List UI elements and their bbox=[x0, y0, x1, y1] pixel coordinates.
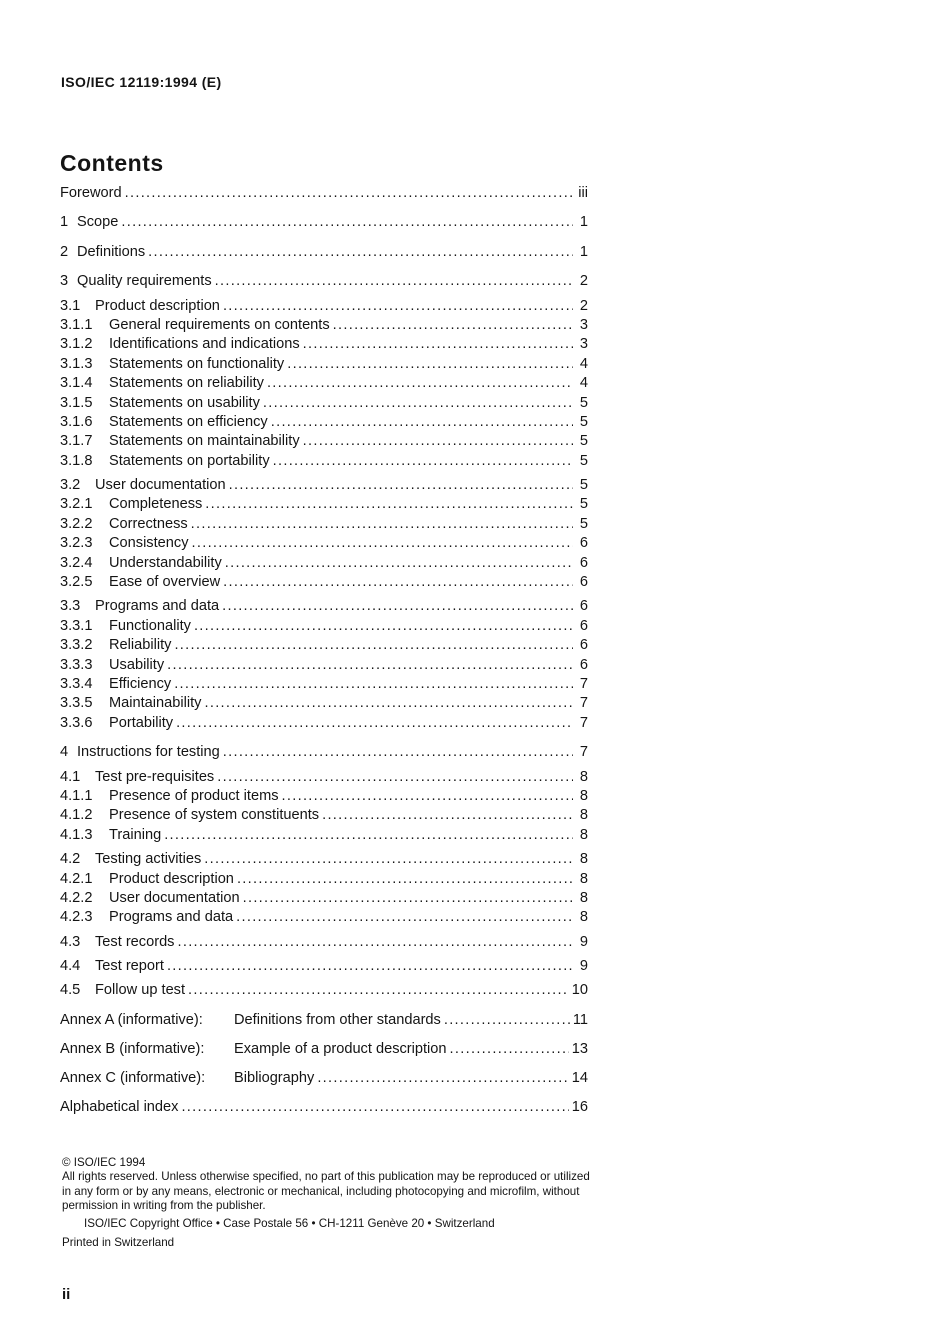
toc-entry-page: 5 bbox=[579, 515, 588, 532]
toc-dot-leader bbox=[317, 1064, 568, 1093]
toc-entry-page: 9 bbox=[579, 958, 588, 975]
toc-dot-leader bbox=[191, 515, 573, 534]
printed-in: Printed in Switzerland bbox=[62, 1236, 175, 1250]
toc-entry-page: 7 bbox=[579, 714, 588, 731]
toc-dot-leader bbox=[121, 213, 573, 232]
toc-entry-page: 4 bbox=[579, 375, 588, 392]
toc-entry-number: 4.1.3 bbox=[60, 826, 93, 843]
toc-entry[interactable] bbox=[60, 636, 588, 655]
toc-entry-number: 4.1 bbox=[60, 768, 81, 785]
toc-entry-title: Test report bbox=[95, 958, 164, 975]
toc-entry-title: Functionality bbox=[109, 617, 191, 634]
toc-entry-number: 3.2.3 bbox=[60, 535, 93, 552]
toc-entry-title: Presence of system constituents bbox=[109, 807, 320, 824]
toc-entry-page: 7 bbox=[579, 744, 588, 761]
toc-entry-page: 3 bbox=[579, 316, 588, 333]
toc-entry-title: Statements on portability bbox=[109, 452, 270, 469]
page-title: Contents bbox=[60, 150, 164, 176]
toc-entry-page: 5 bbox=[579, 477, 588, 494]
toc-dot-leader bbox=[223, 743, 573, 762]
toc-entry-page: 8 bbox=[579, 909, 588, 926]
toc-entry[interactable] bbox=[60, 1064, 588, 1093]
toc-entry-title: Statements on reliability bbox=[109, 375, 264, 392]
toc-entry-page: 16 bbox=[571, 1098, 588, 1115]
toc-entry[interactable] bbox=[60, 933, 588, 952]
toc-entry-page: 11 bbox=[572, 1011, 588, 1028]
toc-entry-number: Annex C (informative): bbox=[60, 1069, 206, 1086]
copyright-office-address: ISO/IEC Copyright Office • Case Postale 56 • CH-1211 Genève 20 • Switzerland bbox=[84, 1216, 495, 1230]
toc-dot-leader bbox=[287, 355, 573, 374]
toc-dot-leader bbox=[225, 554, 573, 573]
toc-dot-leader bbox=[194, 617, 573, 636]
toc-entry-page: 7 bbox=[579, 695, 588, 712]
toc-dot-leader bbox=[167, 656, 573, 675]
toc-entry-title: Statements on usability bbox=[109, 394, 260, 411]
toc-entry-title: Statements on maintainability bbox=[109, 433, 300, 450]
toc-dot-leader bbox=[174, 636, 573, 655]
toc-entry-number: 3.1.5 bbox=[60, 394, 93, 411]
toc-entry-number: 3 bbox=[60, 273, 69, 290]
toc-entry-page: 8 bbox=[579, 851, 588, 868]
toc-entry[interactable] bbox=[60, 714, 588, 733]
toc-entry-page: 10 bbox=[571, 982, 588, 999]
toc-entry-page: 6 bbox=[579, 598, 588, 615]
toc-entry-page: 5 bbox=[579, 413, 588, 430]
toc-dot-leader bbox=[236, 908, 573, 927]
toc-entry-number: Annex B (informative): bbox=[60, 1040, 205, 1057]
toc-entry[interactable] bbox=[60, 1035, 588, 1064]
toc-entry[interactable] bbox=[60, 908, 588, 927]
toc-entry-page: 8 bbox=[579, 870, 588, 887]
toc-entry-title: Programs and data bbox=[109, 909, 234, 926]
toc-dot-leader bbox=[164, 826, 573, 845]
toc-entry-title: Bibliography bbox=[234, 1069, 315, 1086]
toc-dot-leader bbox=[205, 495, 573, 514]
toc-entry-page: 6 bbox=[579, 574, 588, 591]
toc-entry-number: 4.2.2 bbox=[60, 889, 93, 906]
toc-entry-number: 3.1.1 bbox=[60, 316, 93, 333]
toc-entry-page: 2 bbox=[579, 273, 588, 290]
toc-dot-leader bbox=[303, 432, 573, 451]
toc-entry-number: 3.2 bbox=[60, 477, 81, 494]
toc-entry-number: 3.1.6 bbox=[60, 413, 93, 430]
toc-entry-page: 7 bbox=[579, 675, 588, 692]
toc-entry-number: 3.3.3 bbox=[60, 656, 93, 673]
toc-entry-title: Maintainability bbox=[109, 695, 202, 712]
toc-entry-number: 3.3.2 bbox=[60, 637, 93, 654]
toc-entry-page: 14 bbox=[571, 1069, 588, 1086]
toc-entry-title: Definitions from other standards bbox=[234, 1011, 441, 1028]
toc-entry[interactable] bbox=[60, 573, 588, 592]
toc-entry-page: 6 bbox=[579, 617, 588, 634]
toc-entry[interactable] bbox=[60, 374, 588, 393]
toc-entry-title: Instructions for testing bbox=[77, 744, 220, 761]
toc-entry[interactable] bbox=[60, 597, 588, 616]
toc-entry[interactable] bbox=[60, 870, 588, 889]
toc-entry-number: 3.1.4 bbox=[60, 375, 93, 392]
toc-entry-page: 5 bbox=[579, 433, 588, 450]
toc-dot-leader bbox=[223, 297, 573, 316]
toc-entry-title: Efficiency bbox=[109, 675, 172, 692]
toc-entry-number: 4.5 bbox=[60, 982, 81, 999]
toc-entry-number: 3.1.3 bbox=[60, 355, 93, 372]
document-identifier: ISO/IEC 12119:1994 (E) bbox=[61, 74, 222, 90]
toc-entry-title: Correctness bbox=[109, 515, 188, 532]
toc-entry-title: Definitions bbox=[77, 243, 146, 260]
toc-entry-page: 5 bbox=[579, 452, 588, 469]
toc-entry[interactable] bbox=[60, 452, 588, 471]
toc-entry[interactable] bbox=[60, 184, 588, 203]
page-number: ii bbox=[62, 1286, 71, 1303]
toc-entry[interactable] bbox=[60, 957, 588, 976]
toc-dot-leader bbox=[181, 1093, 568, 1122]
toc-entry-title: Programs and data bbox=[95, 598, 220, 615]
toc-entry-title: Training bbox=[109, 826, 162, 843]
toc-entry-title: Identifications and indications bbox=[109, 336, 300, 353]
toc-dot-leader bbox=[176, 714, 573, 733]
toc-entry-title: Understandability bbox=[109, 554, 222, 571]
copyright-notice bbox=[62, 1156, 602, 1250]
toc-dot-leader bbox=[450, 1035, 569, 1064]
toc-dot-leader bbox=[243, 889, 573, 908]
toc-entry-number: 3.3.4 bbox=[60, 675, 93, 692]
toc-entry[interactable] bbox=[60, 656, 588, 675]
toc-dot-leader bbox=[174, 675, 573, 694]
toc-entry[interactable] bbox=[60, 413, 588, 432]
toc-entry[interactable] bbox=[60, 675, 588, 694]
toc-entry-page: 8 bbox=[579, 787, 588, 804]
toc-entry-number: 2 bbox=[60, 243, 69, 260]
toc-entry-number: 3.1.7 bbox=[60, 433, 93, 450]
toc-dot-leader bbox=[148, 243, 573, 262]
toc-entry[interactable] bbox=[60, 355, 588, 374]
toc-entry-number: 3.2.1 bbox=[60, 496, 93, 513]
toc-dot-leader bbox=[263, 394, 573, 413]
toc-entry-title: Ease of overview bbox=[109, 574, 221, 591]
toc-entry-number: 3.3.6 bbox=[60, 714, 93, 731]
toc-dot-leader bbox=[237, 870, 573, 889]
toc-entry-page: 6 bbox=[579, 554, 588, 571]
toc-entry-page: 8 bbox=[579, 768, 588, 785]
toc-entry-page: 5 bbox=[579, 496, 588, 513]
toc-entry-number: 3.3.5 bbox=[60, 695, 93, 712]
toc-dot-leader bbox=[204, 850, 573, 869]
toc-entry-title: Example of a product description bbox=[234, 1040, 447, 1057]
toc-entry-number: 4.2.3 bbox=[60, 909, 93, 926]
toc-entry-number: 4.3 bbox=[60, 933, 81, 950]
toc-dot-leader bbox=[303, 335, 573, 354]
toc-entry[interactable] bbox=[60, 243, 588, 262]
toc-entry[interactable] bbox=[60, 743, 588, 762]
toc-entry[interactable] bbox=[60, 554, 588, 573]
toc-entry[interactable] bbox=[60, 515, 588, 534]
table-of-contents bbox=[60, 184, 588, 1122]
toc-entry-title: Reliability bbox=[109, 637, 172, 654]
toc-dot-leader bbox=[217, 768, 573, 787]
toc-dot-leader bbox=[333, 316, 573, 335]
rights-statement: All rights reserved. Unless otherwise specified, no part of this publication may be reproduced or utilized in any form or by any means, electronic or mechanical, including photocopying and microfilm, without permission in writing from the publisher. bbox=[62, 1170, 590, 1213]
toc-entry-number: 3.3 bbox=[60, 598, 81, 615]
toc-entry-page: 3 bbox=[579, 336, 588, 353]
toc-entry[interactable] bbox=[60, 1006, 588, 1035]
toc-entry-page: 6 bbox=[579, 656, 588, 673]
toc-dot-leader bbox=[271, 413, 573, 432]
toc-entry-number: 3.1 bbox=[60, 297, 81, 314]
toc-entry-page: 6 bbox=[579, 535, 588, 552]
toc-entry-title: Testing activities bbox=[95, 851, 202, 868]
toc-entry-title: Completeness bbox=[109, 496, 203, 513]
toc-entry-number: 3.2.2 bbox=[60, 515, 93, 532]
toc-entry-number: 4.2 bbox=[60, 851, 81, 868]
toc-entry-number: 4.4 bbox=[60, 958, 81, 975]
toc-entry[interactable] bbox=[60, 534, 588, 553]
toc-dot-leader bbox=[125, 184, 573, 203]
toc-entry-page: 8 bbox=[579, 826, 588, 843]
toc-entry-number: 3.1.8 bbox=[60, 452, 93, 469]
toc-entry-title: Test records bbox=[95, 933, 175, 950]
toc-entry[interactable] bbox=[60, 394, 588, 413]
toc-entry-number: 3.2.5 bbox=[60, 574, 93, 591]
toc-entry-title: Follow up test bbox=[95, 982, 186, 999]
toc-entry[interactable] bbox=[60, 826, 588, 845]
toc-dot-leader bbox=[273, 452, 573, 471]
toc-entry-number: 3.1.2 bbox=[60, 336, 93, 353]
toc-entry-page: 9 bbox=[579, 933, 588, 950]
toc-entry-title: Alphabetical index bbox=[60, 1098, 179, 1115]
toc-dot-leader bbox=[322, 806, 573, 825]
toc-dot-leader bbox=[215, 272, 573, 291]
toc-dot-leader bbox=[188, 981, 569, 1000]
toc-entry-title: Scope bbox=[77, 214, 119, 231]
toc-entry-number: 4.1.1 bbox=[60, 787, 93, 804]
toc-entry[interactable] bbox=[60, 272, 588, 291]
toc-entry-title: Product description bbox=[95, 297, 220, 314]
toc-entry-title: User documentation bbox=[95, 477, 226, 494]
toc-entry-page: 6 bbox=[579, 637, 588, 654]
toc-entry[interactable] bbox=[60, 432, 588, 451]
toc-entry[interactable] bbox=[60, 476, 588, 495]
toc-entry-title: Product description bbox=[109, 870, 234, 887]
toc-dot-leader bbox=[223, 573, 573, 592]
toc-entry[interactable] bbox=[60, 694, 588, 713]
toc-entry-title: Statements on functionality bbox=[109, 355, 285, 372]
toc-entry-title: Test pre-requisites bbox=[95, 768, 215, 785]
toc-entry-page: 4 bbox=[579, 355, 588, 372]
toc-entry-title: Quality requirements bbox=[77, 273, 212, 290]
toc-dot-leader bbox=[229, 476, 573, 495]
toc-entry-title: User documentation bbox=[109, 889, 240, 906]
toc-entry-title: Usability bbox=[109, 656, 165, 673]
toc-dot-leader bbox=[444, 1006, 570, 1035]
toc-dot-leader bbox=[177, 933, 573, 952]
toc-entry[interactable] bbox=[60, 850, 588, 869]
toc-entry-title: General requirements on contents bbox=[109, 316, 330, 333]
toc-entry-title: Presence of product items bbox=[109, 787, 279, 804]
toc-entry[interactable] bbox=[60, 787, 588, 806]
toc-entry-title: Statements on efficiency bbox=[109, 413, 268, 430]
toc-entry[interactable] bbox=[60, 335, 588, 354]
toc-entry[interactable] bbox=[60, 768, 588, 787]
toc-entry-page: 2 bbox=[579, 297, 588, 314]
toc-entry[interactable] bbox=[60, 806, 588, 825]
toc-entry-page: 1 bbox=[579, 243, 588, 260]
copyright-line: © ISO/IEC 1994 bbox=[62, 1156, 146, 1169]
toc-entry-number: 3.2.4 bbox=[60, 554, 93, 571]
toc-entry[interactable] bbox=[60, 617, 588, 636]
toc-entry-number: 4.1.2 bbox=[60, 807, 93, 824]
toc-entry-number: 3.3.1 bbox=[60, 617, 93, 634]
toc-entry[interactable] bbox=[60, 213, 588, 232]
toc-entry-page: 13 bbox=[571, 1040, 588, 1057]
toc-entry-number: 4 bbox=[60, 744, 69, 761]
toc-entry-page: 5 bbox=[579, 394, 588, 411]
toc-dot-leader bbox=[282, 787, 573, 806]
toc-dot-leader bbox=[192, 534, 574, 553]
toc-entry-page: 1 bbox=[579, 214, 588, 231]
toc-entry[interactable] bbox=[60, 316, 588, 335]
toc-dot-leader bbox=[204, 694, 573, 713]
toc-entry-page: iii bbox=[578, 185, 588, 201]
toc-entry-page: 8 bbox=[579, 807, 588, 824]
toc-entry[interactable] bbox=[60, 889, 588, 908]
toc-entry-title: Consistency bbox=[109, 535, 189, 552]
toc-dot-leader bbox=[167, 957, 573, 976]
toc-entry[interactable] bbox=[60, 297, 588, 316]
toc-entry-page: 8 bbox=[579, 889, 588, 906]
toc-entry[interactable] bbox=[60, 1093, 588, 1122]
toc-entry[interactable] bbox=[60, 495, 588, 514]
toc-entry-title: Portability bbox=[109, 714, 174, 731]
toc-entry-number: 4.2.1 bbox=[60, 870, 93, 887]
toc-entry-number: 1 bbox=[60, 214, 69, 231]
toc-entry-number: Annex A (informative): bbox=[60, 1011, 203, 1028]
toc-entry[interactable] bbox=[60, 981, 588, 1000]
toc-dot-leader bbox=[267, 374, 573, 393]
toc-dot-leader bbox=[222, 597, 573, 616]
toc-entry-title: Foreword bbox=[60, 185, 122, 201]
